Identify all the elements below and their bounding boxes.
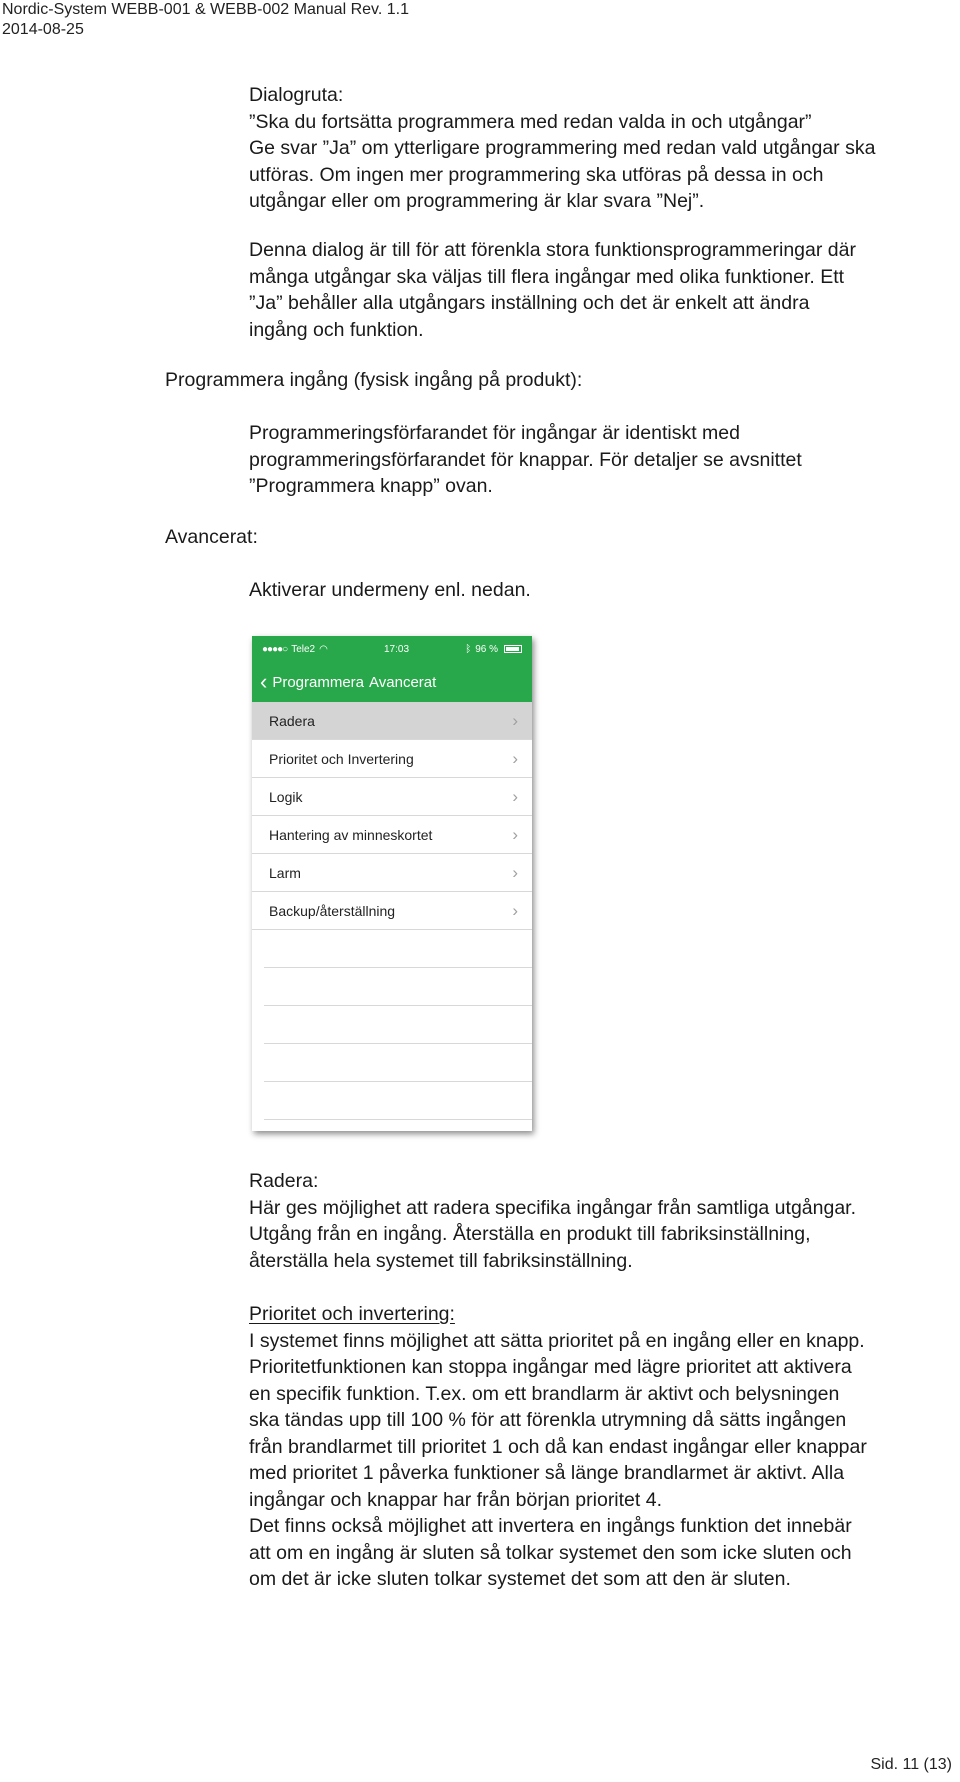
- prioritet-section: [249, 1301, 949, 1593]
- empty-row: [264, 1044, 532, 1082]
- menu-item-logik[interactable]: [252, 778, 532, 816]
- document-header: [2, 0, 409, 40]
- text-line: ”Ja” behåller alla utgångars inställning och det är enkelt att ändra: [249, 292, 810, 314]
- nav-back-label[interactable]: Programmera: [272, 673, 365, 691]
- text-line: en specifik funktion. T.ex. om ett brandlarm är aktivt och belysningen: [249, 1382, 840, 1405]
- nav-title: Avancerat: [369, 673, 437, 691]
- status-bar: [252, 636, 532, 662]
- dialog-purpose-paragraph: [249, 237, 949, 343]
- phone-screenshot: [252, 636, 532, 1131]
- text-line: Här ges möjlighet att radera specifika ingångar från samtliga utgångar.: [249, 1196, 857, 1219]
- chevron-right-icon: ›: [512, 862, 518, 882]
- empty-row: [264, 1082, 532, 1120]
- header-date: 2014-08-25: [2, 21, 84, 38]
- text-line: många utgångar ska väljas till flera ingångar med olika funktioner. Ett: [249, 265, 845, 288]
- menu-item-minneskort[interactable]: [252, 816, 532, 854]
- programmera-ingang-paragraph: [249, 420, 949, 500]
- chevron-right-icon: ›: [512, 710, 518, 730]
- page-number: Sid. 11 (13): [870, 1756, 952, 1773]
- chevron-right-icon: ›: [512, 824, 518, 844]
- text-line: utgångar eller om programmering är klar svara ”Nej”.: [249, 190, 705, 212]
- chevron-right-icon: ›: [512, 900, 518, 920]
- text-line: från brandlarmet till prioritet 1 och då kan endast ingångar eller knappar: [249, 1435, 867, 1458]
- text-line: utföras. Om ingen mer programmering ska utföras på dessa in och: [249, 163, 824, 186]
- text-line: ”Ska du fortsätta programmera med redan valda in och utgångar”: [249, 110, 812, 133]
- menu-item-label: Radera: [269, 712, 315, 729]
- text-line: programmeringsförfarandet för knappar. För detaljer se avsnittet: [249, 448, 802, 471]
- advanced-menu-list: [252, 702, 532, 1120]
- empty-row: [264, 968, 532, 1006]
- radera-section: [249, 1168, 949, 1274]
- text-line: Dialogruta:: [249, 84, 344, 106]
- text-line: Denna dialog är till för att förenkla stora funktionsprogrammeringar där: [249, 239, 856, 261]
- menu-item-label: Prioritet och Invertering: [269, 750, 414, 767]
- bluetooth-icon: ᛒ: [465, 643, 472, 655]
- menu-item-larm[interactable]: [252, 854, 532, 892]
- avancerat-description: Aktiverar undermeny enl. nedan.: [249, 579, 531, 601]
- menu-item-backup[interactable]: [252, 892, 532, 930]
- signal-icon: ●●●●○: [262, 643, 288, 655]
- text-line: om det är icke sluten tolkar systemet det som att den är sluten.: [249, 1568, 791, 1590]
- header-title: Nordic-System WEBB-001 & WEBB-002 Manual Rev. 1.1: [2, 1, 409, 18]
- text-line: återställa hela systemet till fabriksinställning.: [249, 1249, 633, 1272]
- menu-item-label: Larm: [269, 864, 301, 881]
- prioritet-title: Prioritet och invertering:: [249, 1303, 455, 1325]
- text-line: ingångar och knappar har från början prioritet 4.: [249, 1488, 663, 1511]
- dialog-paragraph: [249, 82, 949, 215]
- text-line: Det finns också möjlighet att invertera en ingångs funktion det innebär: [249, 1515, 852, 1537]
- menu-item-radera[interactable]: [252, 702, 532, 740]
- text-line: I systemet finns möjlighet att sätta prioritet på en ingång eller en knapp.: [249, 1329, 865, 1352]
- menu-item-label: Logik: [269, 788, 303, 805]
- battery-percent: 96 %: [475, 643, 498, 655]
- section-heading-avancerat: Avancerat:: [165, 526, 258, 548]
- text-line: ska tändas upp till 100 % för att förenkla utrymning då sätts ingången: [249, 1409, 847, 1431]
- wifi-icon: ◠: [319, 643, 328, 655]
- menu-item-prioritet[interactable]: [252, 740, 532, 778]
- radera-title: Radera:: [249, 1170, 319, 1192]
- chevron-right-icon: ›: [512, 786, 518, 806]
- text-line: Utgång från en ingång. Återställa en produkt till fabriksinställning,: [249, 1223, 811, 1245]
- text-line: Programmeringsförfarandet för ingångar är identiskt med: [249, 422, 740, 444]
- nav-bar: [252, 662, 532, 702]
- menu-item-label: Hantering av minneskortet: [269, 826, 433, 843]
- text-line: Prioritetfunktionen kan stoppa ingångar med lägre prioritet att aktivera: [249, 1356, 852, 1378]
- menu-item-label: Backup/återställning: [269, 902, 396, 919]
- section-heading-programmera-ingang: Programmera ingång (fysisk ingång på produkt):: [165, 369, 583, 391]
- chevron-right-icon: ›: [512, 748, 518, 768]
- text-line: ingång och funktion.: [249, 318, 424, 341]
- text-line: Ge svar ”Ja” om ytterligare programmering med redan vald utgångar ska: [249, 137, 876, 159]
- empty-row: [264, 930, 532, 968]
- empty-row: [264, 1006, 532, 1044]
- back-chevron-icon[interactable]: ‹: [260, 669, 268, 694]
- carrier-name: Tele2: [291, 643, 316, 655]
- text-line: att om en ingång är sluten så tolkar systemet den som icke sluten och: [249, 1541, 852, 1564]
- battery-icon: [504, 645, 522, 653]
- text-line: ”Programmera knapp” ovan.: [249, 475, 493, 497]
- text-line: med prioritet 1 påverka funktioner så länge brandlarmet är aktivt. Alla: [249, 1462, 845, 1484]
- status-time: 17:03: [384, 643, 410, 655]
